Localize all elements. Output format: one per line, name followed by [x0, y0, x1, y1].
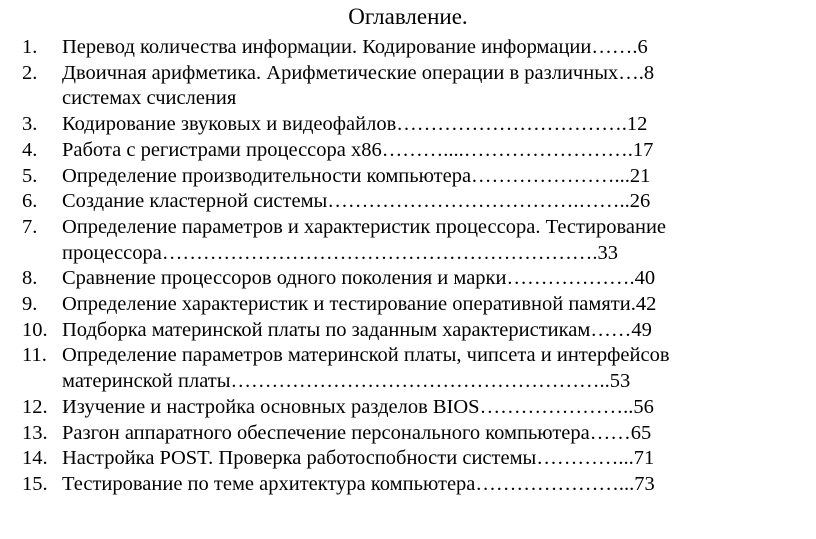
toc-entry-number: 11. [22, 344, 47, 367]
toc-entry-number: 7. [22, 215, 38, 238]
toc-entry [22, 138, 792, 164]
toc-entry-text: Определение производительности компьютера…………………...21 [62, 164, 651, 187]
toc-entry-number: 15. [22, 472, 48, 495]
toc-entry [22, 472, 792, 498]
toc-entry-text: Тестирование по теме архитектура компьютера…………………...73 [62, 472, 655, 495]
toc-entry-number: 5. [22, 164, 38, 187]
toc-entry [22, 215, 792, 266]
toc-entry-text: Разгон аппаратного обеспечение персонального компьютера……65 [62, 421, 652, 444]
toc-entry-number: 14. [22, 447, 48, 470]
toc-entry-number: 12. [22, 395, 48, 418]
toc-entry-number: 9. [22, 293, 38, 316]
toc-entry [22, 318, 792, 344]
toc-entry-number: 3. [22, 113, 38, 136]
toc-entry-text: Определение характеристик и тестирование оперативной памяти.42 [62, 293, 657, 316]
toc-entry [22, 112, 792, 138]
toc-entry [22, 266, 792, 292]
toc-entry-number: 6. [22, 190, 38, 213]
toc-entry [22, 189, 792, 215]
table-of-contents [22, 35, 792, 498]
toc-entry-text: Сравнение процессоров одного поколения и марки……………….40 [62, 267, 656, 290]
toc-entry-text: Создание кластерной системы……………………………….……..26 [62, 190, 651, 213]
toc-entry-number: 2. [22, 61, 38, 84]
toc-entry [22, 61, 792, 112]
toc-entry [22, 446, 792, 472]
toc-entry-number: 4. [22, 138, 38, 161]
toc-entry-number: 8. [22, 267, 38, 290]
toc-entry [22, 292, 792, 318]
toc-entry-number: 1. [22, 36, 38, 58]
toc-entry [22, 35, 792, 61]
toc-entry-text: Двоичная арифметика. Арифметические операции в различных….8 системах счисления [62, 61, 655, 110]
toc-entry-text: Изучение и настройка основных разделов BIOS…………………..56 [62, 395, 654, 418]
toc-entry-text: Определение параметров материнской платы, чипсета и интерфейсов материнской платы………………………………………………..53 [62, 344, 670, 393]
toc-entry [22, 343, 792, 394]
toc-entry-text: Работа с регистрами процессора х86………....…………………….17 [62, 138, 654, 161]
toc-entry [22, 421, 792, 447]
toc-entry-number: 13. [22, 421, 48, 444]
page-title: Оглавление. [348, 4, 468, 29]
toc-entry-text: Перевод количества информации. Кодирование информации…….6 [62, 36, 648, 58]
toc-entry-text: Кодирование звуковых и видеофайлов…………………………….12 [62, 113, 648, 136]
toc-entry [22, 395, 792, 421]
toc-entry-text: Подборка материнской платы по заданным характеристикам……49 [62, 318, 652, 341]
toc-entry-number: 10. [22, 318, 48, 341]
toc-entry-text: Определение параметров и характеристик процессора. Тестирование процессора……………………………………………………….33 [62, 215, 667, 264]
toc-entry-text: Настройка POST. Проверка работоспобности системы…………...71 [62, 447, 655, 470]
toc-entry [22, 164, 792, 190]
